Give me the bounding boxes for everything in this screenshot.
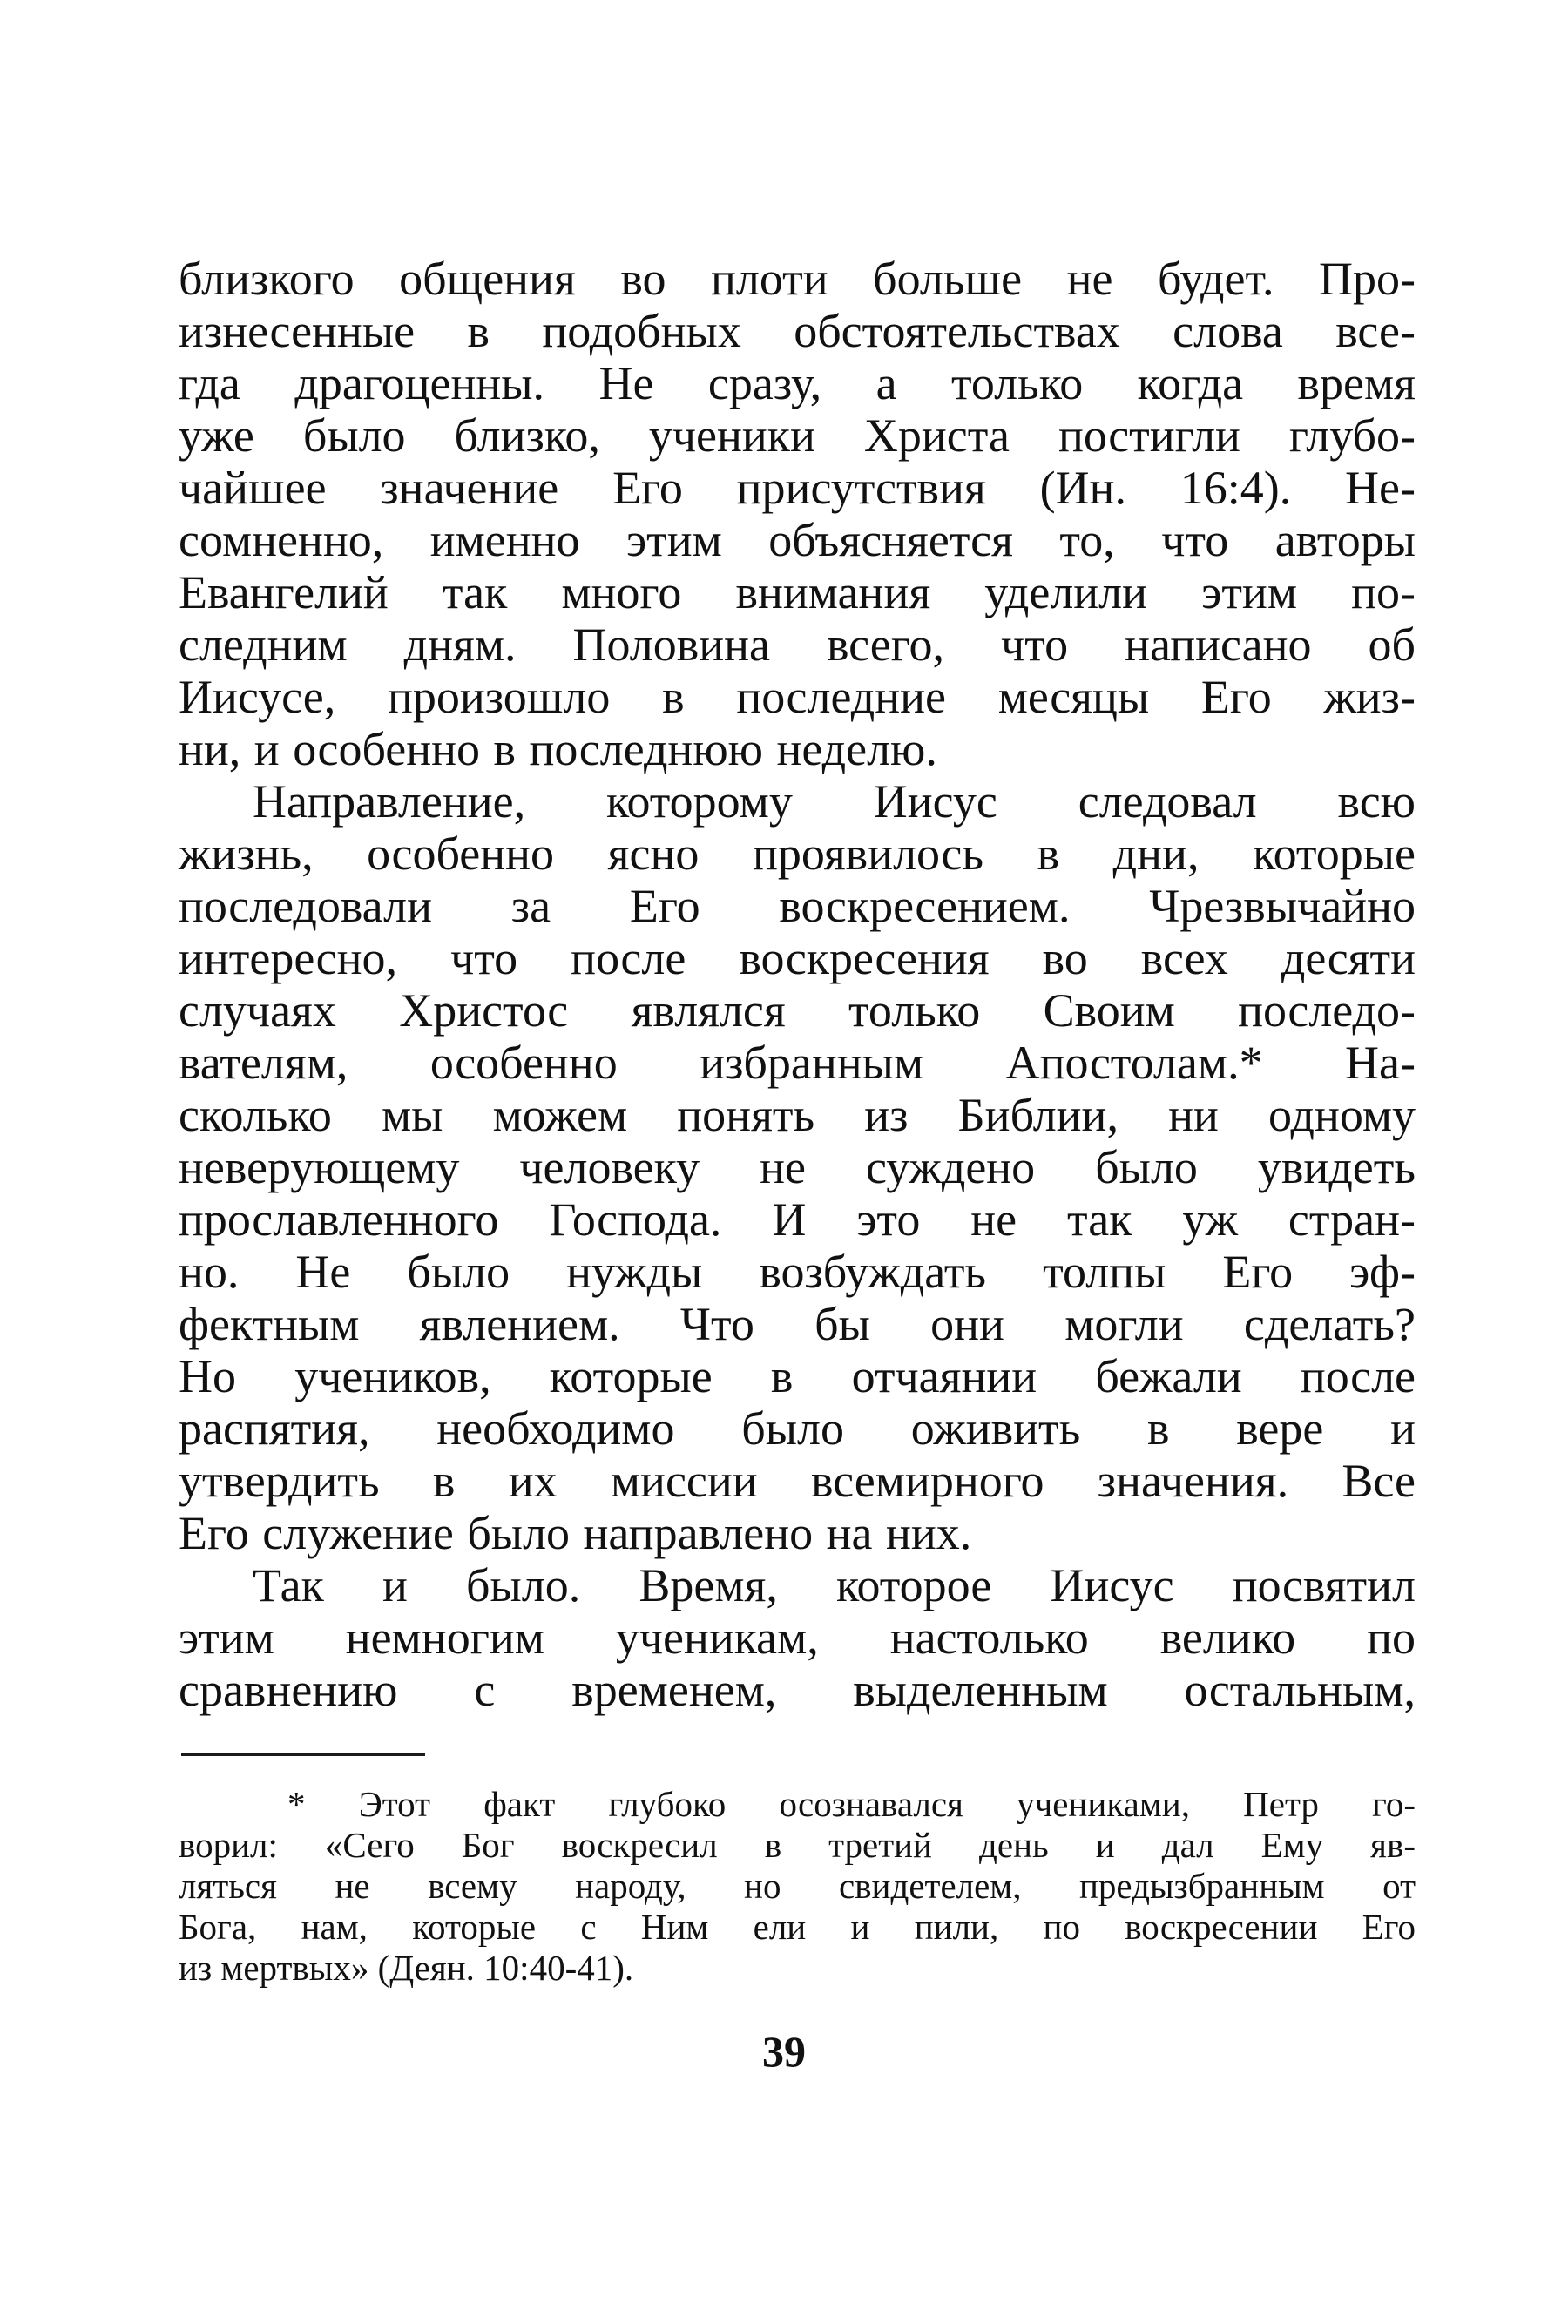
text-line: Иисусе, произошло в последние месяцы Его жиз- — [179, 671, 1416, 723]
text-line: уже было близко, ученики Христа постигли глубо- — [179, 409, 1416, 462]
text-line: интересно, что после воскресения во всех десяти — [179, 932, 1416, 984]
text-line: сравнению с временем, выделенным остальным, — [179, 1664, 1416, 1716]
footnote-line: из мертвых» (Деян. 10:40-41). — [179, 1948, 634, 1988]
text-line: утвердить в их миссии всемирного значения. Все — [179, 1455, 1416, 1507]
footnote — [179, 1784, 1416, 1989]
paragraph-start-line: Направление, которому Иисус следовал всю — [253, 775, 1416, 828]
paragraph-start-line: Так и было. Время, которое Иисус посвятил — [253, 1559, 1416, 1611]
text-line: жизнь, особенно ясно проявилось в дни, которые — [179, 828, 1416, 880]
footnote-line: * Этот факт глубоко осознавался учениками, Петр го- — [287, 1784, 1416, 1824]
text-line: Его служение было направлено на них. — [179, 1507, 972, 1559]
text-line: ни, и особенно в последнюю неделю. — [179, 723, 937, 775]
footnote-line: ляться не всему народу, но свидетелем, предызбранным от — [179, 1866, 1416, 1906]
text-line: гда драгоценны. Не сразу, а только когда время — [179, 357, 1416, 409]
text-line: последовали за Его воскресением. Чрезвычайно — [179, 880, 1416, 932]
text-line: распятия, необходимо было оживить в вере и — [179, 1402, 1416, 1455]
text-line: неверующему человеку не суждено было увидеть — [179, 1141, 1416, 1193]
text-line: сомненно, именно этим объясняется то, что авторы — [179, 514, 1416, 566]
text-line: изнесенные в подобных обстоятельствах слова все- — [179, 305, 1416, 357]
text-line: но. Не было нужды возбуждать толпы Его эф- — [179, 1246, 1416, 1298]
text-line: прославленного Господа. И это не так уж стран- — [179, 1193, 1416, 1246]
text-line: вателям, особенно избранным Апостолам.* На- — [179, 1037, 1416, 1089]
text-line: случаях Христос являлся только Своим последо- — [179, 984, 1416, 1037]
text-line: этим немногим ученикам, настолько велико по — [179, 1611, 1416, 1664]
text-line: сколько мы можем понять из Библии, ни одному — [179, 1089, 1416, 1141]
text-line: следним дням. Половина всего, что написано об — [179, 618, 1416, 671]
text-line: Но учеников, которые в отчаянии бежали после — [179, 1350, 1416, 1402]
main-text — [179, 253, 1416, 1716]
text-line: фектным явлением. Что бы они могли сделать? — [179, 1298, 1416, 1350]
text-line: близкого общения во плоти больше не будет. Про- — [179, 253, 1416, 305]
page-number: 39 — [762, 2027, 806, 2076]
footnote-line: Бога, нам, которые с Ним ели и пили, по воскресении Его — [179, 1907, 1416, 1947]
footnote-line: ворил: «Сего Бог воскресил в третий день и дал Ему яв- — [179, 1825, 1416, 1865]
text-line: чайшее значение Его присутствия (Ин. 16:4). Не- — [179, 462, 1416, 514]
text-line: Евангелий так много внимания уделили этим по- — [179, 566, 1416, 618]
footnote-divider — [181, 1753, 425, 1756]
